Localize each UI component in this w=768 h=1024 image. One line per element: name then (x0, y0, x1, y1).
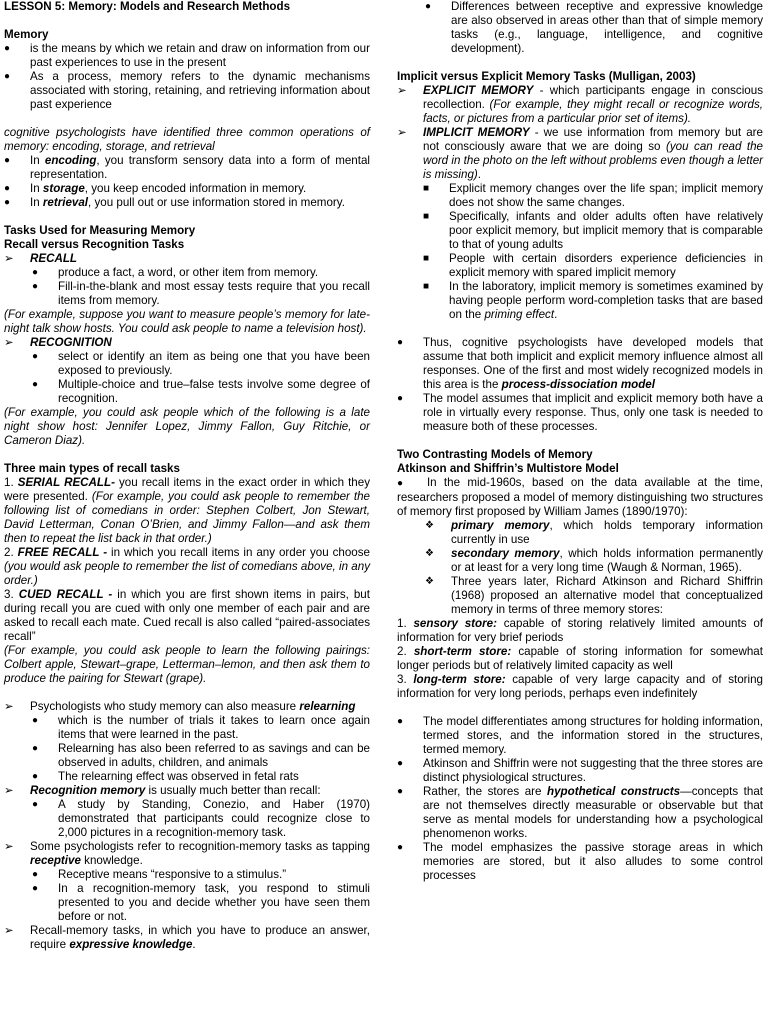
list-item: ➢ IMPLICIT MEMORY - we use information from memory but are not consciously aware that we are doing so (you can read the word in the photo on the left without problems even though a letter is missing). (397, 126, 764, 181)
recall-example: (For example, suppose you want to measure people’s memory for late-night talk show hosts. You could ask people to name a television host). (4, 308, 370, 335)
relearning-bullets (4, 714, 370, 784)
list-item: ● In a recognition-memory task, you respond to stimuli presented to you and decide whether you have seen them before or not. (4, 882, 370, 924)
serial-recall-term: SERIAL RECALL- (17, 476, 115, 489)
cued-recall-paragraph: 3. CUED RECALL - in which you are first shown items in pairs, but during recall you are cued with only one member of each pair and are asked to recall each mate. Cued recall is also called “paired-associates recall” (4, 588, 370, 643)
list-item: ● produce a fact, a word, or other item from memory. (4, 266, 370, 280)
sensory-store-paragraph: 1. sensory store: capable of storing relatively limited amounts of information for very brief periods (397, 617, 763, 644)
recognition-bullets (4, 350, 370, 406)
list-item: ● Fill-in-the-blank and most essay tests require that you recall items from memory. (4, 280, 370, 308)
list-item: ❖ primary memory, which holds temporary information currently in use (397, 519, 763, 547)
expressive-term: expressive knowledge (69, 938, 193, 951)
two-models-heading: Two Contrasting Models of Memory (397, 448, 593, 461)
primary-memory-term: primary memory (451, 519, 550, 532)
list-item: ● In storage, you keep encoded information in memory. (4, 182, 370, 196)
receptive-bullets (4, 868, 370, 924)
list-item: ● The model emphasizes the passive storage areas in which memories are stored, but it also alludes to some control processes (397, 841, 763, 883)
recognition-memory-bullets (4, 798, 370, 840)
implicit-memory-term: IMPLICIT MEMORY (423, 126, 530, 139)
serial-recall-paragraph: 1. SERIAL RECALL- you recall items in the exact order in which they were presented. (For example, you could ask people to remember the following list of comedians in order: Stephen Colbert, Jon Stewart, David Letterman, Conan O’Brien, and Jimmy Fallon—and ask them then to repeat the list back in that order.) (4, 476, 370, 545)
arrow-bullet-icon: ➢ (4, 252, 14, 265)
operations-list (4, 154, 370, 210)
memory-heading: Memory (4, 28, 49, 41)
list-item: ■ People with certain disorders experience deficiencies in explicit memory with spared implicit memory (397, 252, 763, 280)
free-recall-term: FREE RECALL - (17, 546, 108, 559)
short-term-store-paragraph: 2. short-term store: capable of storing information for somewhat longer periods but of relatively limited capacity as well (397, 645, 763, 672)
arrow-bullet-icon: ➢ (4, 840, 14, 853)
term-encoding: encoding (44, 154, 97, 167)
hypothetical-constructs-term: hypothetical constructs (547, 785, 681, 798)
list-item: ● Multiple-choice and true–false tests involve some degree of recognition. (4, 378, 370, 406)
memory-types-list (397, 519, 763, 617)
arrow-bullet-icon: ➢ (397, 126, 407, 139)
list-item: ➢ Recall-memory tasks, in which you have to produce an answer, require expressive knowledge. (4, 924, 370, 951)
arrow-bullet-icon: ➢ (4, 700, 14, 713)
receptive-section (4, 840, 370, 868)
right-column (397, 0, 763, 883)
recognition-memory-section (4, 784, 370, 798)
recall-bullets (4, 266, 370, 308)
list-item: ● Relearning has also been referred to as savings and can be observed in adults, children, and animals (4, 742, 370, 770)
list-item: ➢ Some psychologists refer to recognition-memory tasks as tapping receptive knowledge. (4, 840, 370, 867)
left-column (4, 0, 370, 952)
implicit-sub-list (397, 182, 763, 322)
process-dissociation-term: process-dissociation model (501, 378, 655, 391)
list-item: ● which is the number of trials it takes to learn once again items that were learned in the past. (4, 714, 370, 742)
cued-recall-term: CUED RECALL - (18, 588, 113, 601)
list-item: ● Atkinson and Shiffrin were not suggesting that the three stores are distinct physiological structures. (397, 757, 763, 785)
expressive-section (4, 924, 370, 952)
arrow-bullet-icon: ➢ (4, 336, 14, 349)
list-item: ● Thus, cognitive psychologists have developed models that assume that both implicit and explicit memory influence almost all responses. One of the first and most widely recognized models in this area is the process-dissociation model (397, 336, 763, 392)
differences-bullet (397, 0, 763, 56)
list-item (4, 336, 370, 350)
priming-effect-term: priming effect (484, 308, 555, 321)
list-item: ❖ Three years later, Richard Atkinson and Richard Shiffrin (1968) proposed an alternative model that conceptualized memory in terms of three memory stores: (397, 575, 763, 617)
receptive-term: receptive (30, 854, 81, 867)
recognition-example: (For example, you could ask people which of the following is a late night show host: Jennifer Lopez, Jimmy Fallon, Guy Ritchie, or Cameron Diaz). (4, 406, 370, 447)
list-item: ➢ EXPLICIT MEMORY - which participants engage in conscious recollection. (For example, they might recall or recognize words, facts, or pictures from a particular prior set of items). (397, 84, 763, 125)
recognition-section (4, 336, 370, 350)
long-term-store-paragraph: 3. long-term store: capable of very large capacity and of storing information for very long periods, perhaps even indefinitely (397, 673, 763, 700)
relearning-term: relearning (299, 700, 356, 713)
term-storage: storage (42, 182, 85, 195)
memory-bullet-list (4, 42, 370, 112)
list-item: ● The relearning effect was observed in fetal rats (4, 770, 370, 784)
atkinson-heading: Atkinson and Shiffrin’s Multistore Model (397, 462, 619, 475)
list-item: ■ Explicit memory changes over the life span; implicit memory does not show the same changes. (397, 182, 763, 210)
relearning-section (4, 700, 370, 714)
recall-section (4, 252, 370, 266)
secondary-memory-term: secondary memory (451, 547, 560, 560)
operations-intro: cognitive psychologists have identified three common operations of memory: encoding, storage, and retrieval (4, 126, 370, 153)
recognition-memory-term: Recognition memory (30, 784, 146, 797)
list-item: ● In retrieval, you pull out or use information stored in memory. (4, 196, 370, 210)
free-recall-paragraph: 2. FREE RECALL - in which you recall items in any order you choose (you would ask people to remember the list of comedians above, in any order.) (4, 546, 370, 587)
recall-label: RECALL (30, 252, 78, 265)
list-item: ● A study by Standing, Conezio, and Haber (1970) demonstrated that participants could recognize close to 2,000 pictures in a recognition-memory task. (4, 798, 370, 840)
arrow-bullet-icon: ➢ (4, 924, 14, 937)
lesson-title: LESSON 5: Memory: Models and Research Methods (4, 0, 291, 13)
three-types-heading: Three main types of recall tasks (4, 462, 180, 475)
list-item: ● In encoding, you transform sensory data into a form of mental representation. (4, 154, 370, 182)
list-item: ● As a process, memory refers to the dynamic mechanisms associated with storing, retaining, and retrieving information about past experience (4, 70, 370, 112)
term-retrieval: retrieval (42, 196, 89, 209)
list-item: ■ In the laboratory, implicit memory is sometimes examined by having people perform word-completion tasks that are based on the priming effect. (397, 280, 763, 322)
list-item: ● Rather, the stores are hypothetical constructs—concepts that are not themselves directly measurable or observable but that serve as mental models for understanding how a psychological phenomenon works. (397, 785, 763, 841)
list-item: ● select or identify an item as being one that you have been exposed to previously. (4, 350, 370, 378)
list-item: ➢ Psychologists who study memory can also measure relearning (4, 700, 356, 713)
mid1960s-paragraph: ● In the mid-1960s, based on the data available at the time, researchers proposed a model of memory distinguishing two structures of memory first proposed by William James (1890/1970): (397, 476, 763, 518)
list-item: ● Differences between receptive and expressive knowledge are also observed in areas other than that of simple memory tasks (e.g., language, intelligence, and cognitive development). (397, 0, 763, 56)
arrow-bullet-icon: ➢ (4, 784, 14, 797)
list-item: ● The model differentiates among structures for holding information, termed stores, and the information stored in the structures, termed memory. (397, 715, 763, 757)
list-item (4, 252, 370, 266)
list-item: ■ Specifically, infants and older adults often have relatively poor explicit memory, but implicit memory that is comparable to that of young adults (397, 210, 763, 252)
list-item: ● The model assumes that implicit and explicit memory both have a role in virtually every response. Thus, only one task is needed to measure both of these processes. (397, 392, 763, 434)
models-intro-list (397, 336, 763, 434)
recall-vs-recognition-heading: Recall versus Recognition Tasks (4, 238, 185, 251)
list-item: ● Receptive means “responsive to a stimulus.” (4, 868, 370, 882)
list-item: ➢ Recognition memory is usually much better than recall: (4, 784, 321, 797)
circle-bullet-icon: ● (397, 478, 404, 489)
recognition-label: RECOGNITION (30, 336, 112, 349)
tasks-heading: Tasks Used for Measuring Memory (4, 224, 196, 237)
list-item: ● is the means by which we retain and draw on information from our past experiences to use in the present (4, 42, 370, 70)
cued-recall-example: (For example, you could ask people to learn the following pairings: Colbert apple, Stewart–grape, Letterman–lemon, and then ask them to produce the pairing for Stewart (grape). (4, 644, 370, 685)
explicit-memory-term: EXPLICIT MEMORY (423, 84, 534, 97)
implicit-explicit-heading: Implicit versus Explicit Memory Tasks (Mulligan, 2003) (397, 70, 696, 83)
arrow-bullet-icon: ➢ (397, 84, 407, 97)
explicit-implicit-list (397, 84, 763, 182)
list-item: ❖ secondary memory, which holds information permanently or at least for a very long time (Waugh & Norman, 1965). (397, 547, 763, 575)
model-details-list (397, 715, 763, 883)
